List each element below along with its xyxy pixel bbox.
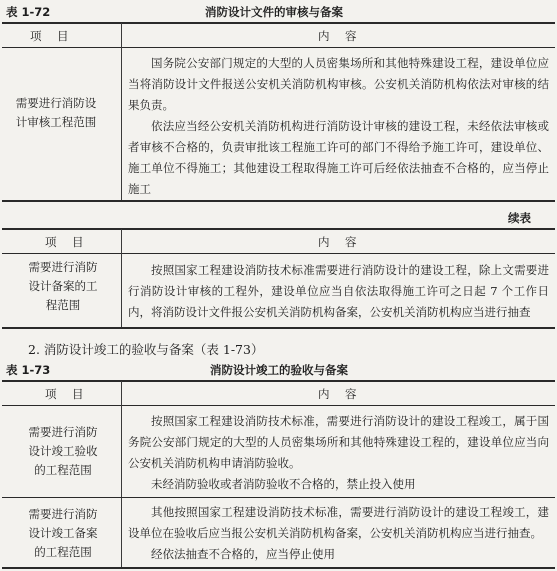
table-bottom-border (2, 327, 555, 329)
column-divider (121, 381, 122, 568)
table-top-border (2, 228, 555, 230)
column-header-item: 项 目 (45, 235, 86, 249)
table-title: 消防设计竣工的验收与备案 (210, 363, 348, 377)
table-title: 消防设计文件的审核与备案 (205, 5, 343, 19)
column-header-item: 项 目 (30, 29, 71, 43)
table-row-item: 需要进行消防设计竣工备案的工程范围 (28, 507, 98, 559)
table-row-content (128, 502, 549, 565)
paragraph: 按照国家工程建设消防技术标准，需要进行消防设计的建设工程竣工，属于国务院公安部门规定的大型的人员密集场所和其他特殊建设工程的，建设单位应当向公安机关消防机构申请消防验收。 (128, 414, 549, 470)
column-header-content: 内 容 (318, 387, 359, 401)
header-divider (2, 405, 555, 406)
paragraph: 未经消防验收或者消防验收不合格的，禁止投入使用 (151, 477, 416, 491)
table-number: 表 1-72 (6, 5, 51, 19)
table-top-border (2, 22, 555, 24)
row-divider (2, 497, 555, 498)
table-row-item: 需要进行消防设计备案的工程范围 (28, 260, 98, 312)
table-bottom-border (2, 567, 555, 569)
table-row-item: 需要进行消防设计审核工程范围 (15, 96, 97, 129)
table-row-content (128, 411, 549, 495)
table-row-content (128, 53, 549, 200)
column-divider (121, 23, 122, 201)
table-number: 表 1-73 (6, 363, 51, 377)
header-divider (2, 253, 555, 254)
column-header-item: 项 目 (45, 387, 86, 401)
table-row-content (128, 260, 549, 323)
table-row-item: 需要进行消防设计竣工验收的工程范围 (28, 425, 98, 477)
table-top-border (2, 380, 555, 382)
header-divider (2, 47, 555, 48)
table-bottom-border (2, 200, 555, 202)
continued-label: 续表 (508, 211, 531, 225)
section-heading: 2. 消防设计竣工的验收与备案（表 1-73） (28, 342, 264, 357)
paragraph: 按照国家工程建设消防技术标准需要进行消防设计的建设工程，除上文需要进行消防设计审核的工程外，建设单位应当自依法取得施工许可之日起 7 个工作日内，将消防设计文件报公安机关消防机构备案，公安机关消防机构应当进行抽查 (128, 263, 549, 319)
column-header-content: 内 容 (318, 29, 359, 43)
paragraph: 国务院公安部门规定的大型的人员密集场所和其他特殊建设工程，建设单位应当将消防设计文件报送公安机关消防机构审核。公安机关消防机构依法对审核的结果负责。 (128, 56, 549, 112)
column-divider (121, 229, 122, 328)
paragraph: 经依法抽查不合格的，应当停止使用 (151, 547, 335, 561)
paragraph: 依法应当经公安机关消防机构进行消防设计审核的建设工程，未经依法审核或者审核不合格的，负责审批该工程施工许可的部门不得给予施工许可，建设单位、施工单位不得施工；其他建设工程取得施工许可后经依法抽查不合格的，应当停止施工 (128, 119, 549, 196)
paragraph: 其他按照国家工程建设消防技术标准，需要进行消防设计的建设工程竣工，建设单位在验收后应当报公安机关消防机构备案，公安机关消防机构应当进行抽查。 (128, 505, 549, 540)
column-header-content: 内 容 (318, 235, 359, 249)
